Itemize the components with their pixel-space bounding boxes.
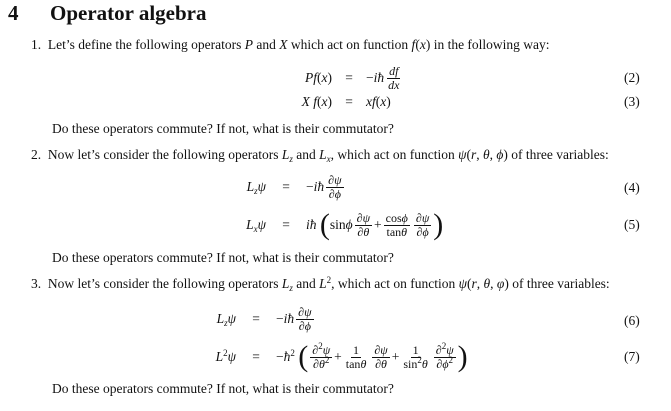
equation-number-3: (3): [624, 94, 640, 109]
equation-6: $L_z\psi$ = −iħ $\frac{\partial\psi}{\partial\phi}$: [216, 304, 312, 333]
equation-number-6: (6): [624, 313, 640, 328]
item-3-question: Do these operators commute? If not, what is their commutator?: [52, 381, 394, 396]
equation-number-4: (4): [624, 180, 640, 195]
equation-number-2: (2): [624, 70, 640, 85]
item-1-intro: 1. Let’s define the following operators P and X which act on function f(x) in the following way:: [31, 37, 550, 52]
item-1-label: 1.: [31, 37, 42, 52]
item-2-intro: 2. Now let’s consider the following operators $L_z$ and $L_x$, which act on function ψ(r, θ, ϕ) of three variables:: [31, 147, 609, 164]
equation-5: $L_x\psi$ = iħ ( sinϕ $\frac{\partial\psi}{\partial\theta}$ + $\frac{\cos\phi}{\tan\theta}$ $\frac{\partial\psi}{\partial\phi}$ ): [246, 208, 444, 241]
item-3-intro: 3. Now let’s consider the following operators $L_z$ and $L^2$, which act on function ψ(r, θ, φ) of three variables:: [31, 275, 610, 293]
item-3-label: 3.: [31, 276, 42, 291]
item-1-question: Do these operators commute? If not, what is their commutator?: [52, 121, 394, 136]
equation-number-5: (5): [624, 217, 640, 232]
equation-2: Pf(x) = −iħ $\frac{df}{dx}$: [305, 63, 400, 92]
equation-4: $L_z\psi$ = −iħ $\frac{\partial\psi}{\partial\phi}$: [246, 172, 342, 201]
item-2-label: 2.: [31, 147, 42, 162]
equation-7: $L^2\psi$ = $-ħ^2$ ( $\frac{\partial^2\psi}{\partial\theta^2}$ + $\frac{1}{\tan\theta}$ $\frac{\partial\psi}{\partial\theta}$ + $\frac{1}{\sin^2\theta}$ $\frac{\partial^2\psi}{\partial\phi^2}$ ): [215, 340, 468, 373]
equation-number-7: (7): [624, 349, 640, 364]
section-title: Operator algebra: [50, 1, 207, 25]
equation-3: X f(x) = xf(x): [301, 94, 391, 109]
section-number: 4: [8, 1, 19, 25]
item-2-question: Do these operators commute? If not, what is their commutator?: [52, 250, 394, 265]
